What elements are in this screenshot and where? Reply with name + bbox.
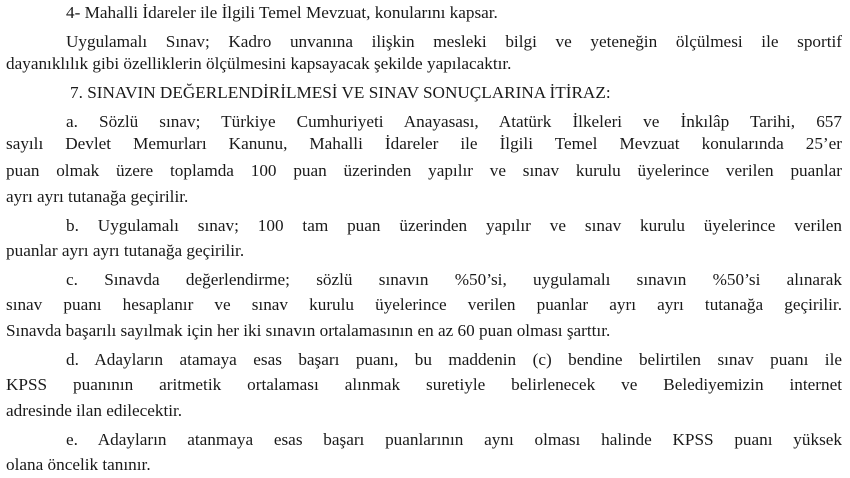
item-b-line-2: puanlar ayrı ayrı tutanağa geçirilir. bbox=[6, 241, 245, 260]
item-a-line-3: puan olmak üzere toplamda 100 puan üzerinden yapılır ve sınav kurulu üyelerince verilen puanlar bbox=[6, 161, 842, 180]
item-e-line-2: olana öncelik tanınır. bbox=[6, 455, 151, 474]
practical-exam-line-2: dayanıklılık gibi özelliklerin ölçülmesini kapsayacak şekilde yapılacaktır. bbox=[6, 54, 512, 73]
item-d-line-3: adresinde ilan edilecektir. bbox=[6, 401, 183, 420]
item-c-line-2: sınav puanı hesaplanır ve sınav kurulu üyelerince verilen puanlar ayrı ayrı tutanağa geçirilir. bbox=[6, 295, 842, 314]
practical-exam-line-1: Uygulamalı Sınav; Kadro unvanına ilişkin mesleki bilgi ve yeteneğin ölçülmesi ile sportif bbox=[66, 32, 842, 51]
item-c-line-1: c. Sınavda değerlendirme; sözlü sınavın %50’si, uygulamalı sınavın %50’si alınarak bbox=[66, 270, 842, 289]
section-7-heading: 7. SINAVIN DEĞERLENDİRİLMESİ VE SINAV SONUÇLARINA İTİRAZ: bbox=[70, 83, 611, 102]
item-e-line-1: e. Adayların atanmaya esas başarı puanlarının aynı olması halinde KPSS puanı yüksek bbox=[66, 430, 842, 449]
item-d-line-2: KPSS puanının aritmetik ortalaması alınmak suretiyle belirlenecek ve Belediyemizin internet bbox=[6, 375, 842, 394]
item-4-line: 4- Mahalli İdareler ile İlgili Temel Mevzuat, konularını kapsar. bbox=[66, 3, 498, 22]
item-c-line-3: Sınavda başarılı sayılmak için her iki sınavın ortalamasının en az 60 puan olması şarttır. bbox=[6, 321, 611, 340]
item-b-line-1: b. Uygulamalı sınav; 100 tam puan üzerinden yapılır ve sınav kurulu üyelerince verilen bbox=[66, 216, 842, 235]
item-a-line-4: ayrı ayrı tutanağa geçirilir. bbox=[6, 187, 189, 206]
item-a-line-2: sayılı Devlet Memurları Kanunu, Mahalli İdareler ile İlgili Temel Mevzuat konularında 25’er bbox=[6, 134, 842, 153]
item-d-line-1: d. Adayların atamaya esas başarı puanı, bu maddenin (c) bendine belirtilen sınav puanı ile bbox=[66, 350, 842, 369]
item-a-line-1: a. Sözlü sınav; Türkiye Cumhuriyeti Anayasası, Atatürk İlkeleri ve İnkılâp Tarihi, 657 bbox=[66, 112, 842, 131]
